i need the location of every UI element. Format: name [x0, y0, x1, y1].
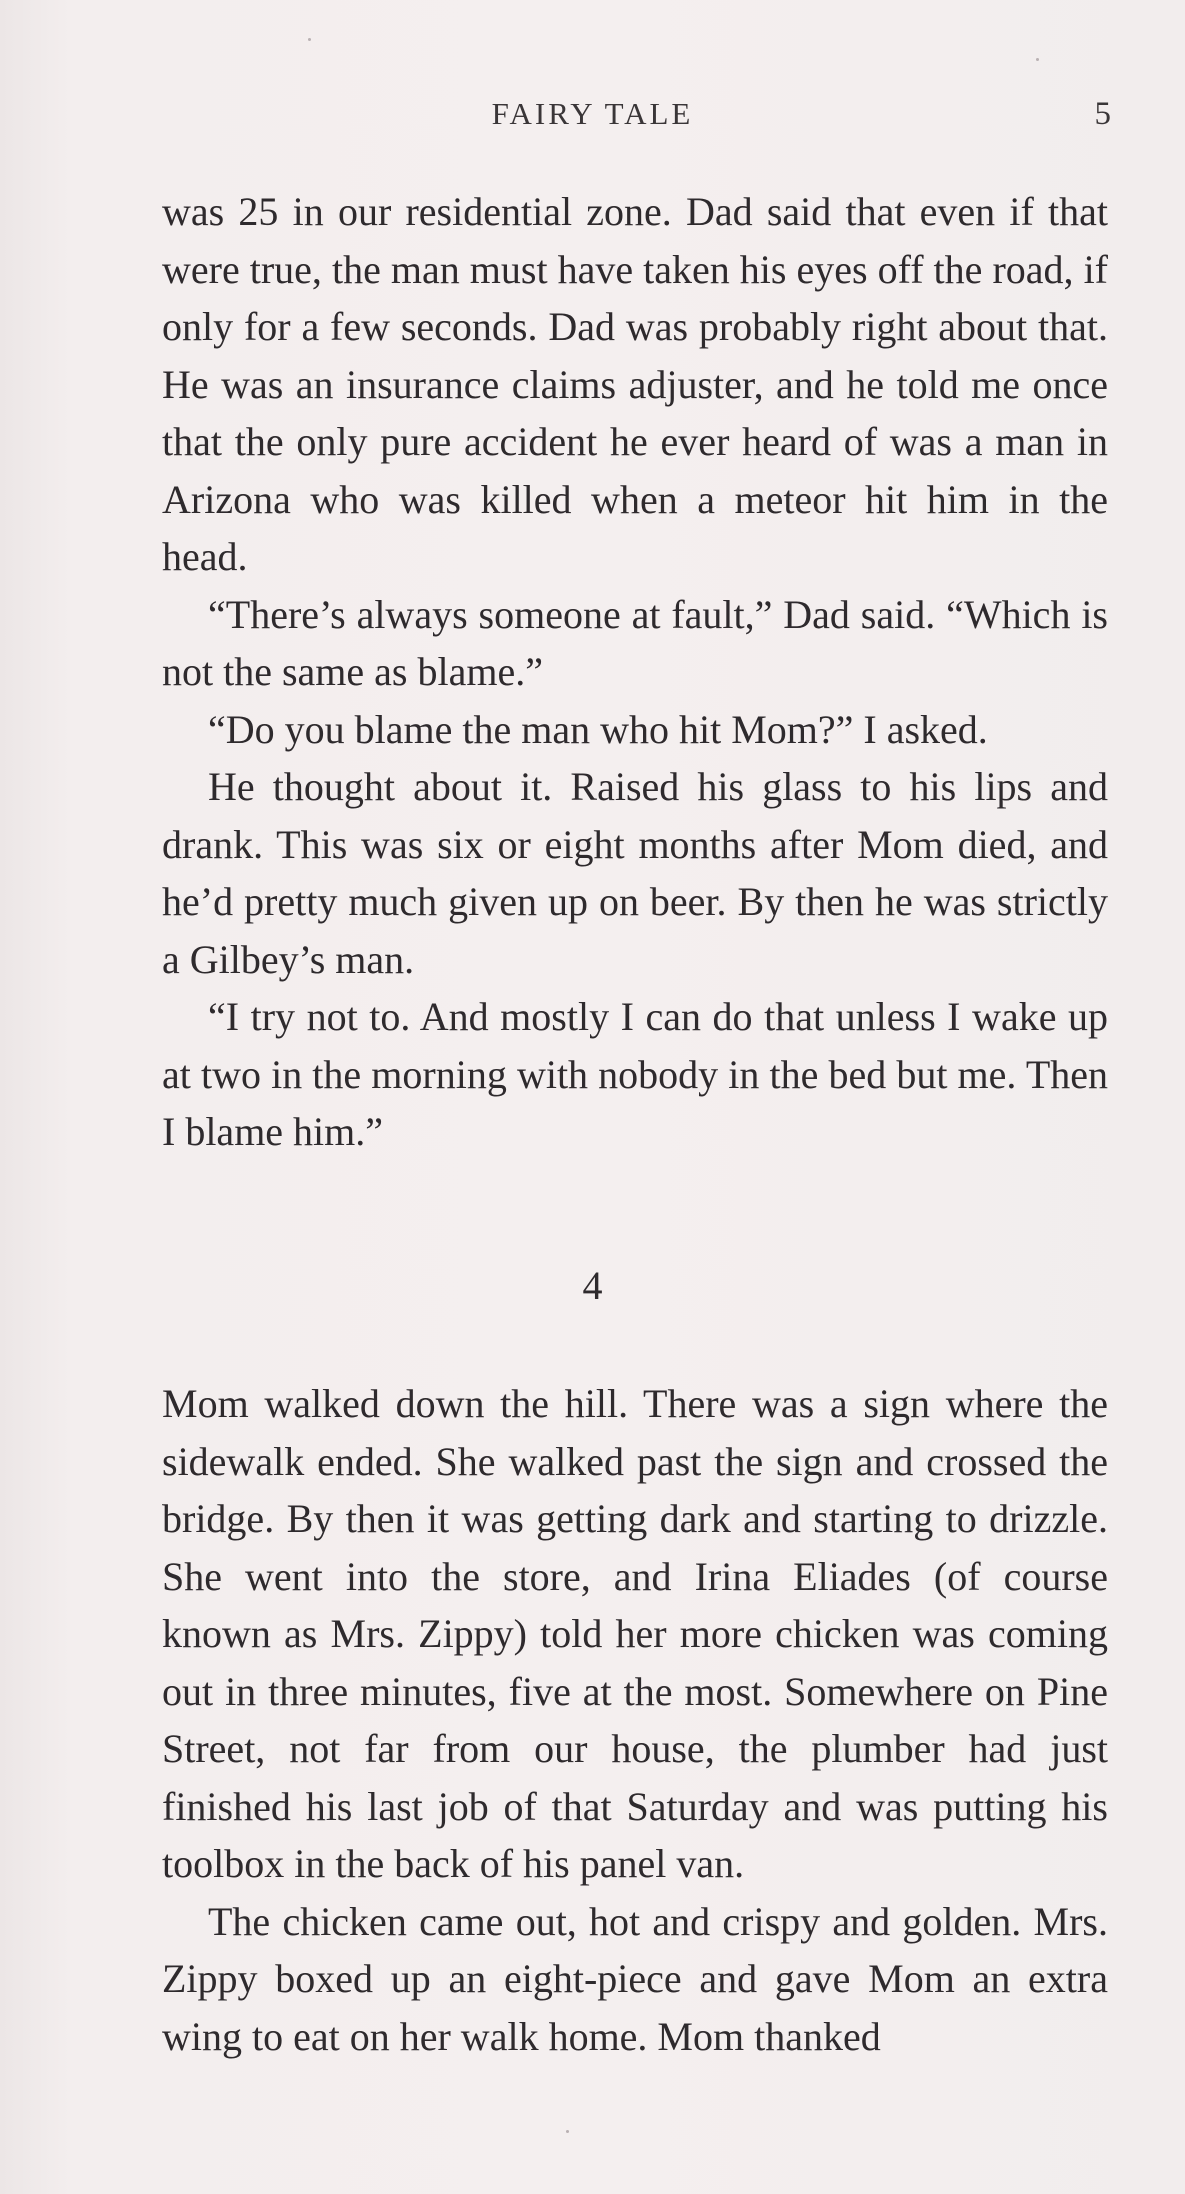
section-two-text — [162, 1375, 1108, 2065]
page-number: 5 — [1094, 96, 1111, 132]
paragraph: He thought about it. Raised his glass to his lips and drank. This was six or eight months after Mom died, and he’d pretty much given up on beer. By then he was strictly a Gilbey’s man. — [162, 764, 1108, 982]
section-one-text — [162, 183, 1108, 1161]
paragraph: “Do you blame the man who hit Mom?” I asked. — [208, 706, 988, 752]
running-title: FAIRY TALE — [491, 96, 694, 131]
paragraph: The chicken came out, hot and crispy and golden. Mrs. Zippy boxed up an eight-piece and gave Mom an extra wing to eat on her walk home. Mom thanked — [162, 1898, 1108, 2059]
paper-speck — [566, 2130, 569, 2133]
paper-speck — [1036, 58, 1039, 61]
paragraph: Mom walked down the hill. There was a sign where the sidewalk ended. She walked past the sign and crossed the bridge. By then it was getting dark and starting to drizzle. She went into the store, and Irina Eliades (of course known as Mrs. Zippy) told her more chicken was coming out in three minutes, five at the most. Somewhere on Pine Street, not far from our house, the plumber had just finished his last job of that Saturday and was putting his toolbox in the back of his panel van. — [162, 1381, 1108, 1886]
paragraph: “There’s always someone at fault,” Dad said. “Which is not the same as blame.” — [162, 591, 1108, 694]
paragraph: was 25 in our residential zone. Dad said that even if that were true, the man must have taken his eyes off the road, if only for a few seconds. Dad was probably right about that. He was an insurance claims adjuster, and he told me once that the only pure accident he ever heard of was a man in Arizona who was killed when a meteor hit him in the head. — [162, 189, 1108, 579]
paper-speck — [308, 38, 311, 41]
paragraph: “I try not to. And mostly I can do that unless I wake up at two in the morning with nobody in the bed but me. Then I blame him.” — [162, 994, 1108, 1154]
section-number: 4 — [582, 1263, 603, 1308]
running-head — [0, 96, 1185, 136]
